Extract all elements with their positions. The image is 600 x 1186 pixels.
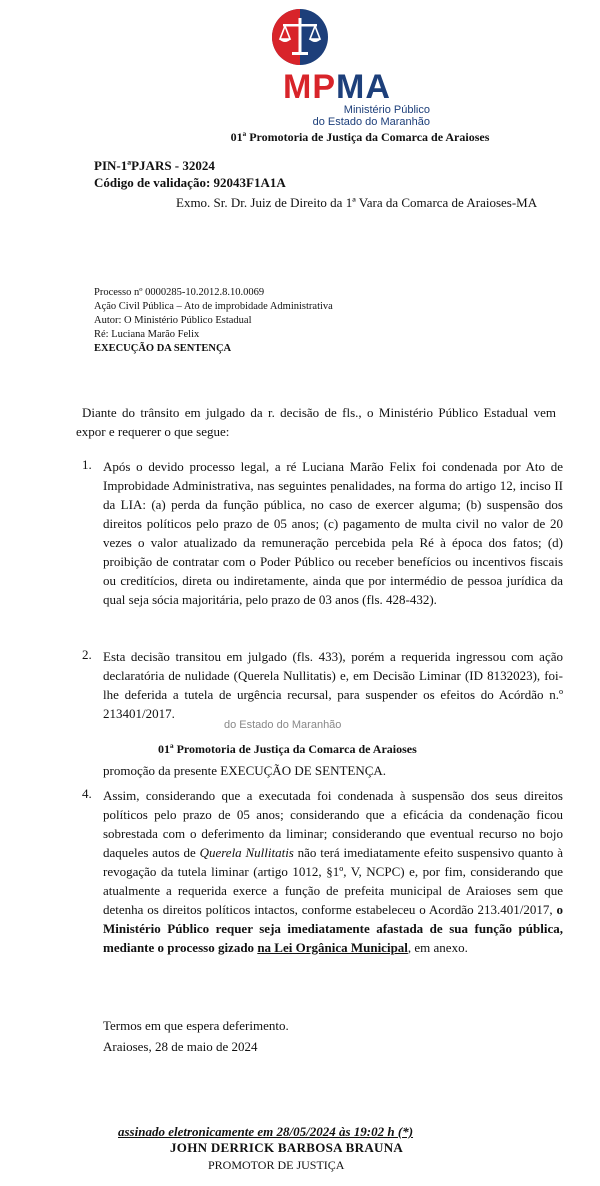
closing-line: Termos em que espera deferimento. (103, 1018, 289, 1033)
item-4-law-reference: na Lei Orgânica Municipal (257, 940, 408, 955)
item-4-end: , em anexo. (407, 940, 468, 955)
place-date: Araioses, 28 de maio de 2024 (103, 1039, 258, 1054)
brand-ma: MA (336, 68, 391, 106)
process-number: Processo nº 0000285-10.2012.8.10.0069 (94, 287, 265, 298)
item-1-number: 1. (82, 457, 92, 472)
item-2-paragraph: Esta decisão transitou em julgado (fls. 433), porém a requerida ingressou com ação declaratória de nulidade (Querela Nullitatis) e, em Decisão Liminar (ID 8132023), foi-lhe deferida a tutela de urgência recursal, para suspender os efeitos do Acórdão n.º 213401/2017. (103, 649, 563, 721)
brand-logo-text (283, 70, 391, 104)
scales-of-justice-icon (269, 6, 331, 68)
validation-code: Código de validação: 92043F1A1A (94, 175, 286, 190)
logo (0, 6, 600, 68)
author: Autor: O Ministério Público Estadual (94, 315, 252, 326)
item-1-paragraph: Após o devido processo legal, a ré Luciana Marão Felix foi condenada por Ato de Improbidade Administrativa, nas seguintes penalidades, na forma do artigo 12, inciso II da LIA: (a) perda da função pública, no caso de exercer alguma; (b) suspensão dos direitos políticos pelo prazo de 05 anos; (c) pagamento de multa civil no valor de 20 vezes o valor atualizado da remuneração percebida pela Ré à época dos fatos; (d) proibição de contratar com o Poder Público ou receber benefícios ou incentivos fiscais ou creditícios, direta ou indiretamente, ainda que por intermédio de pessoa jurídica da qual seja sócia majoritária, pelo prazo de 03 anos (fls. 428-432). (103, 459, 563, 607)
brand-subtitle-line1: Ministério Público (343, 104, 430, 116)
defendant: Ré: Luciana Marão Felix (94, 329, 200, 340)
document-title: EXECUÇÃO DA SENTENÇA (94, 343, 232, 354)
office-heading: 01ª Promotoria de Justiça da Comarca de Araioses (230, 130, 490, 144)
item-4-paragraph (103, 786, 563, 957)
electronic-signature-line: assinado eletronicamente em 28/05/2024 às 19:02 h (*) (118, 1124, 414, 1139)
item-2-number: 2. (82, 647, 92, 662)
closing (103, 1015, 289, 1057)
office-heading-repeat: 01ª Promotoria de Justiça da Comarca de Araioses (158, 742, 417, 756)
pin-number: PIN-1ªPJARS - 32024 (94, 158, 215, 173)
addressee: Exmo. Sr. Dr. Juiz de Direito da 1ª Vara da Comarca de Araioses-MA (176, 195, 538, 210)
item-4-number: 4. (82, 786, 92, 801)
action-type: Ação Civil Pública – Ato de improbidade Administrativa (94, 301, 333, 312)
brand-subtitle (300, 104, 430, 128)
brand-mp: MP (283, 68, 336, 106)
signer-name: JOHN DERRICK BARBOSA BRAUNA (170, 1140, 404, 1155)
item-4-request: o Ministério Público requer seja imediatamente afastada de sua função pública, mediante o processo gizado (103, 902, 563, 955)
intro-paragraph: Diante do trânsito em julgado da r. decisão de fls., o Ministério Público Estadual vem expor e requerer o que segue: (76, 405, 556, 439)
document-identifiers (94, 157, 286, 191)
signer-role: PROMOTOR DE JUSTIÇA (208, 1158, 345, 1172)
item-4-text-b: não terá imediatamente efeito suspensivo quanto à revogação da tutela liminar (artigo 1012, §1º, V, NCPC) e, por fim, considerando que atualmente a requerida exerce a função de prefeita municipal de Araioses sem que detenha os direitos políticos intactos, conforme estabeleceu o Acordão 213.401/2017, (103, 845, 563, 917)
process-info (94, 286, 333, 356)
overlap-fragment: do Estado do Maranhão (224, 719, 342, 731)
brand-subtitle-line2: do Estado do Maranhão (312, 116, 430, 128)
item-4-italic: Querela Nullitatis (199, 845, 294, 860)
promotion-line: promoção da presente EXECUÇÃO DE SENTENÇA. (103, 763, 387, 778)
item-4-text-a: Assim, considerando que a executada foi condenada à suspensão dos seus direitos políticos pelo prazo de 05 anos; considerando que a eficácia da condenação ficou sobrestada com o deferimento da liminar; considerando que eventual recurso no bojo daqueles autos de (103, 788, 563, 860)
